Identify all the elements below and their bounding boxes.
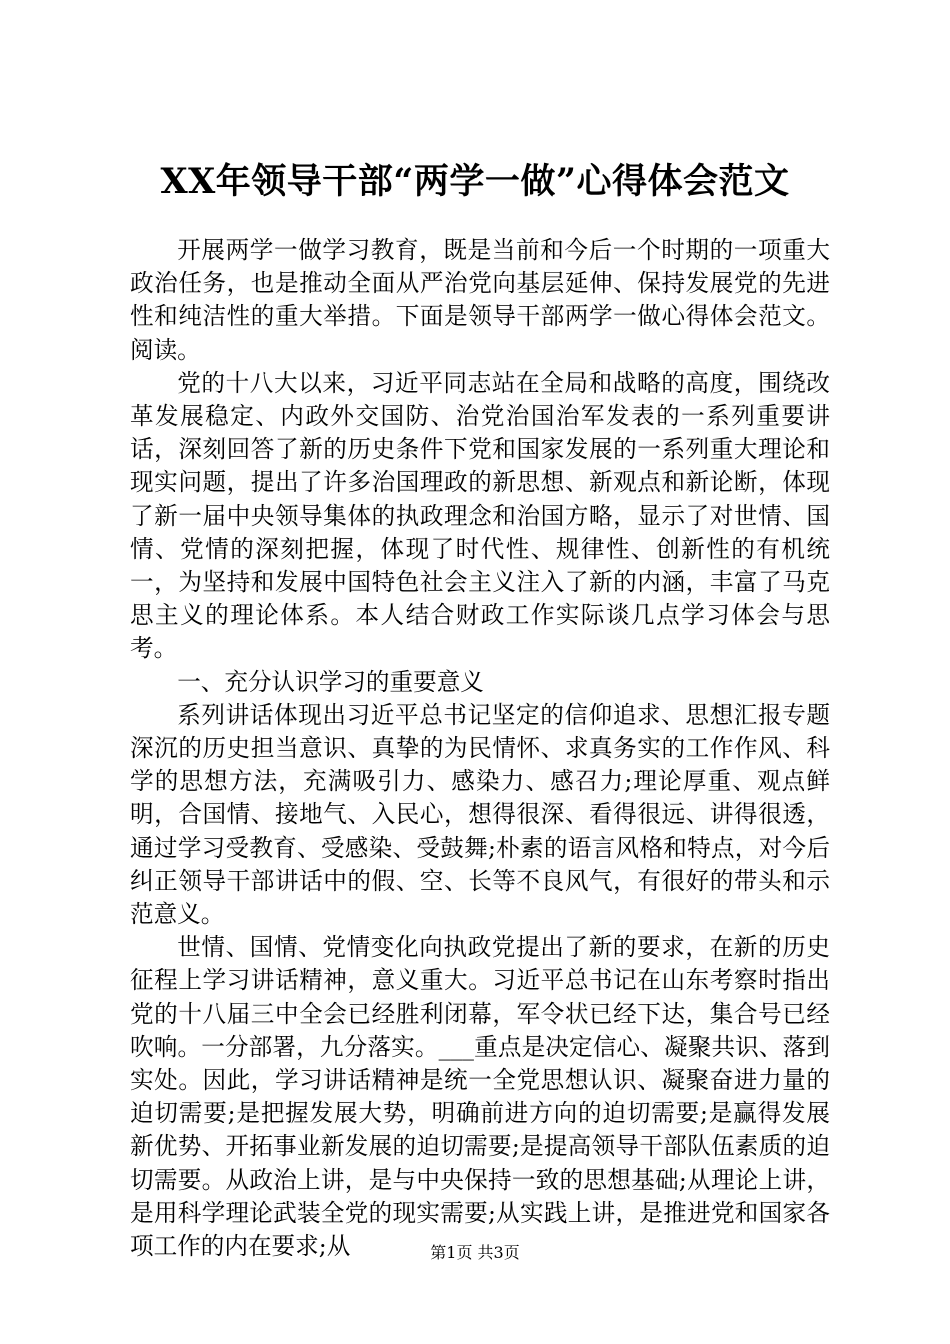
paragraph-intro: 开展两学一做学习教育，既是当前和今后一个时期的一项重大政治任务，也是推动全面从严治党向基层延伸、保持发展党的先进性和纯洁性的重大举措。下面是领导干部两学一做心得体会范文。阅读。 <box>130 236 830 364</box>
section-heading-1: 一、充分认识学习的重要意义 <box>177 667 484 696</box>
paragraph-background: 党的十八大以来，习近平同志站在全局和战略的高度，围绕改革发展稳定、内政外交国防、治党治国治军发表的一系列重要讲话，深刻回答了新的历史条件下党和国家发展的一系列重大理论和现实问题，提出了许多治国理政的新思想、新观点和新论断，体现了新一届中央领导集体的执政理念和治国方略，显示了对世情、国情、党情的深刻把握，体现了时代性、规律性、创新性的有机统一，为坚持和发展中国特色社会主义注入了新的内涵，丰富了马克思主义的理论体系。本人结合财政工作实际谈几点学习体会与思考。 <box>130 368 830 663</box>
document-body <box>130 234 830 1263</box>
page-footer: 第1页 共3页 <box>430 1243 520 1262</box>
paragraph-requirements: 世情、国情、党情变化向执政党提出了新的要求，在新的历史征程上学习讲话精神，意义重大。习近平总书记在山东考察时指出党的十八届三中全会已经胜利闭幕，军令状已经下达，集合号已经吹响。一分部署，九分落实。___重点是决定信心、凝聚共识、落到实处。因此，学习讲话精神是统一全党思想认识、凝聚奋进力量的迫切需要;是把握发展大势，明确前进方向的迫切需要;是赢得发展新优势、开拓事业新发展的迫切需要;是提高领导干部队伍素质的迫切需要。从政治上讲，是与中央保持一致的思想基础;从理论上讲，是用科学理论武装全党的现实需要;从实践上讲，是推进党和国家各项工作的内在要求;从 <box>130 933 830 1261</box>
paragraph-significance: 系列讲话体现出习近平总书记坚定的信仰追求、思想汇报专题深沉的历史担当意识、真挚的为民情怀、求真务实的工作作风、科学的思想方法，充满吸引力、感染力、感召力;理论厚重、观点鲜明，合国情、接地气、入民心，想得很深、看得很远、讲得很透，通过学习受教育、受感染、受鼓舞;朴素的语言风格和特点，对今后纠正领导干部讲话中的假、空、长等不良风气，有很好的带头和示范意义。 <box>130 700 830 929</box>
document-title: XX年领导干部“两学一做”心得体会范文 <box>160 161 790 202</box>
